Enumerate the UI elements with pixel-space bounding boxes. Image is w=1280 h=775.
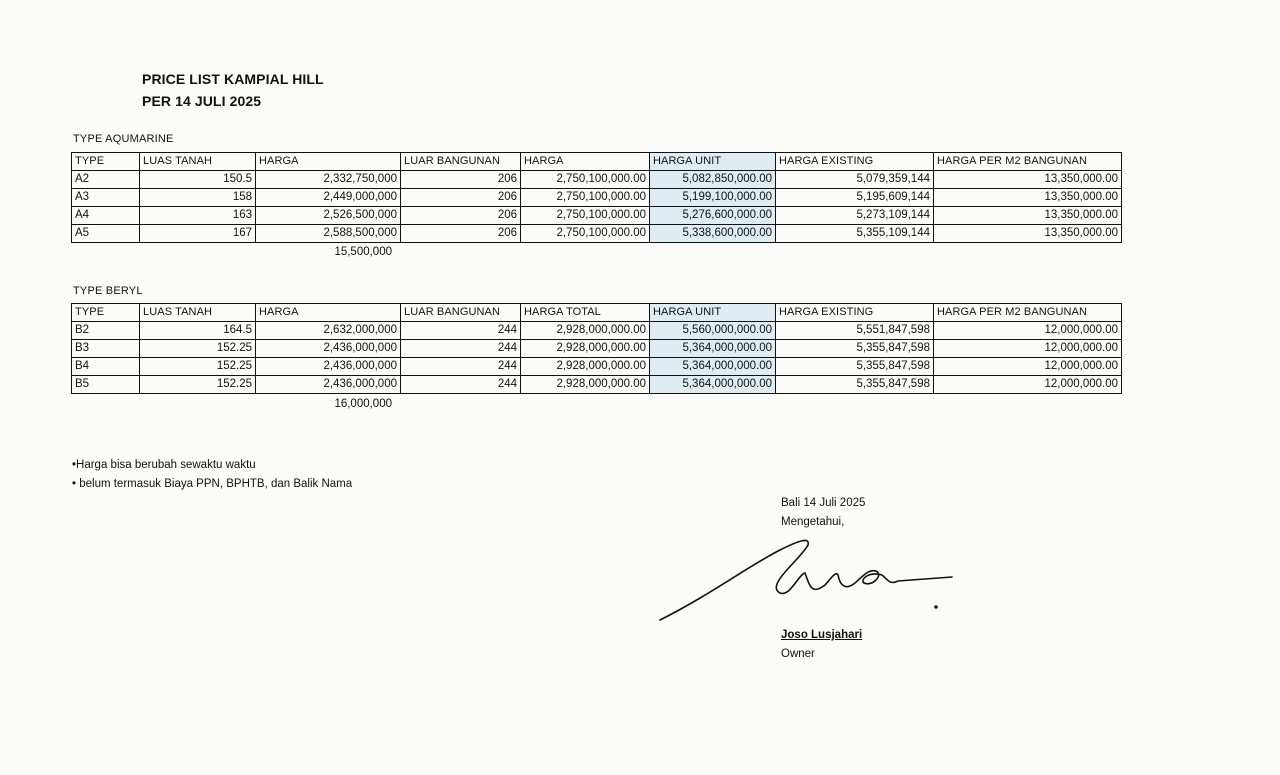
cell-harga-existing: 5,079,359,144 <box>776 171 934 189</box>
cell-harga-per-m2: 13,350,000.00 <box>934 171 1122 189</box>
cell-harga-per-m2: 12,000,000.00 <box>934 322 1122 340</box>
column-header-harga-total: HARGA <box>521 153 650 171</box>
cell-harga: 2,436,000,000 <box>256 358 401 376</box>
cell-luar-bangunan: 244 <box>401 358 521 376</box>
column-header-type: TYPE <box>72 304 140 322</box>
cell-type: A4 <box>72 207 140 225</box>
column-header-harga-unit: HARGA UNIT <box>650 153 776 171</box>
table-row <box>72 322 1122 340</box>
section-label-aqumarine: TYPE AQUMARINE <box>73 133 174 145</box>
cell-harga-per-m2: 13,350,000.00 <box>934 189 1122 207</box>
cell-type: B5 <box>72 376 140 394</box>
column-header-luar-bangunan: LUAR BANGUNAN <box>401 304 521 322</box>
cell-harga: 2,526,500,000 <box>256 207 401 225</box>
document-title <box>142 68 324 112</box>
cell-harga: 2,332,750,000 <box>256 171 401 189</box>
cell-harga-total: 2,928,000,000.00 <box>521 340 650 358</box>
cell-luas-tanah: 167 <box>140 225 256 243</box>
column-header-harga-per-m2: HARGA PER M2 BANGUNAN <box>934 153 1122 171</box>
table-row <box>72 358 1122 376</box>
cell-harga: 2,436,000,000 <box>256 376 401 394</box>
column-header-harga-per-m2: HARGA PER M2 BANGUNAN <box>934 304 1122 322</box>
table-header-row <box>72 153 1122 171</box>
table-row <box>72 207 1122 225</box>
cell-harga-total: 2,928,000,000.00 <box>521 322 650 340</box>
cell-harga-total: 2,928,000,000.00 <box>521 358 650 376</box>
title-line-2: PER 14 JULI 2025 <box>142 93 262 109</box>
cell-harga-total: 2,928,000,000.00 <box>521 376 650 394</box>
cell-luas-tanah: 158 <box>140 189 256 207</box>
cell-harga-unit: 5,199,100,000.00 <box>650 189 776 207</box>
cell-luas-tanah: 152.25 <box>140 376 256 394</box>
column-header-harga: HARGA <box>256 153 401 171</box>
cell-luar-bangunan: 244 <box>401 340 521 358</box>
column-header-harga-total: HARGA TOTAL <box>521 304 650 322</box>
signer-name: Joso Lusjahari <box>781 629 863 641</box>
cell-harga-total: 2,750,100,000.00 <box>521 189 650 207</box>
cell-luar-bangunan: 244 <box>401 376 521 394</box>
cell-harga: 2,588,500,000 <box>256 225 401 243</box>
cell-harga-total: 2,750,100,000.00 <box>521 225 650 243</box>
section-label-beryl: TYPE BERYL <box>73 285 143 297</box>
price-table-aqumarine <box>71 152 1122 243</box>
column-header-harga-unit: HARGA UNIT <box>650 304 776 322</box>
cell-harga-unit: 5,338,600,000.00 <box>650 225 776 243</box>
cell-luar-bangunan: 206 <box>401 189 521 207</box>
column-header-harga-existing: HARGA EXISTING <box>776 304 934 322</box>
cell-luar-bangunan: 206 <box>401 225 521 243</box>
table-row <box>72 225 1122 243</box>
cell-harga: 2,436,000,000 <box>256 340 401 358</box>
cell-luas-tanah: 150.5 <box>140 171 256 189</box>
cell-harga-existing: 5,273,109,144 <box>776 207 934 225</box>
cell-type: A2 <box>72 171 140 189</box>
note-item: • belum termasuk Biaya PPN, BPHTB, dan Balik Nama <box>72 478 353 490</box>
table-row <box>72 376 1122 394</box>
cell-luas-tanah: 163 <box>140 207 256 225</box>
cell-luar-bangunan: 206 <box>401 207 521 225</box>
column-header-luar-bangunan: LUAR BANGUNAN <box>401 153 521 171</box>
cell-type: A5 <box>72 225 140 243</box>
cell-harga-unit: 5,364,000,000.00 <box>650 376 776 394</box>
price-table-beryl <box>71 303 1122 394</box>
cell-harga-unit: 5,364,000,000.00 <box>650 358 776 376</box>
cell-luar-bangunan: 206 <box>401 171 521 189</box>
column-header-type: TYPE <box>72 153 140 171</box>
cell-luas-tanah: 152.25 <box>140 340 256 358</box>
subtotal-beryl: 16,000,000 <box>334 398 392 410</box>
cell-harga-unit: 5,560,000,000.00 <box>650 322 776 340</box>
signer-role: Owner <box>781 648 815 660</box>
cell-type: B3 <box>72 340 140 358</box>
cell-harga-existing: 5,355,109,144 <box>776 225 934 243</box>
cell-harga: 2,449,000,000 <box>256 189 401 207</box>
cell-harga-existing: 5,551,847,598 <box>776 322 934 340</box>
table-header-row <box>72 304 1122 322</box>
cell-luas-tanah: 164.5 <box>140 322 256 340</box>
cell-harga-per-m2: 12,000,000.00 <box>934 358 1122 376</box>
cell-type: B2 <box>72 322 140 340</box>
cell-harga-existing: 5,195,609,144 <box>776 189 934 207</box>
cell-harga-per-m2: 12,000,000.00 <box>934 340 1122 358</box>
cell-harga: 2,632,000,000 <box>256 322 401 340</box>
cell-harga-unit: 5,082,850,000.00 <box>650 171 776 189</box>
cell-harga-per-m2: 13,350,000.00 <box>934 207 1122 225</box>
note-item: •Harga bisa berubah sewaktu waktu <box>72 459 256 471</box>
cell-type: B4 <box>72 358 140 376</box>
acknowledged-label: Mengetahui, <box>781 516 845 528</box>
column-header-luas-tanah: LUAS TANAH <box>140 153 256 171</box>
table-row <box>72 340 1122 358</box>
subtotal-aqumarine: 15,500,000 <box>334 246 392 258</box>
cell-harga-per-m2: 12,000,000.00 <box>934 376 1122 394</box>
table-row <box>72 171 1122 189</box>
table-row <box>72 189 1122 207</box>
title-line-1: PRICE LIST KAMPIAL HILL <box>142 71 324 87</box>
notes <box>72 456 352 494</box>
cell-harga-existing: 5,355,847,598 <box>776 358 934 376</box>
handwritten-signature <box>640 525 960 625</box>
column-header-harga-existing: HARGA EXISTING <box>776 153 934 171</box>
cell-luar-bangunan: 244 <box>401 322 521 340</box>
cell-harga-unit: 5,276,600,000.00 <box>650 207 776 225</box>
place-date: Bali 14 Juli 2025 <box>781 497 866 509</box>
column-header-harga: HARGA <box>256 304 401 322</box>
cell-luas-tanah: 152.25 <box>140 358 256 376</box>
cell-harga-existing: 5,355,847,598 <box>776 376 934 394</box>
cell-type: A3 <box>72 189 140 207</box>
cell-harga-per-m2: 13,350,000.00 <box>934 225 1122 243</box>
cell-harga-existing: 5,355,847,598 <box>776 340 934 358</box>
cell-harga-total: 2,750,100,000.00 <box>521 207 650 225</box>
cell-harga-unit: 5,364,000,000.00 <box>650 340 776 358</box>
column-header-luas-tanah: LUAS TANAH <box>140 304 256 322</box>
cell-harga-total: 2,750,100,000.00 <box>521 171 650 189</box>
